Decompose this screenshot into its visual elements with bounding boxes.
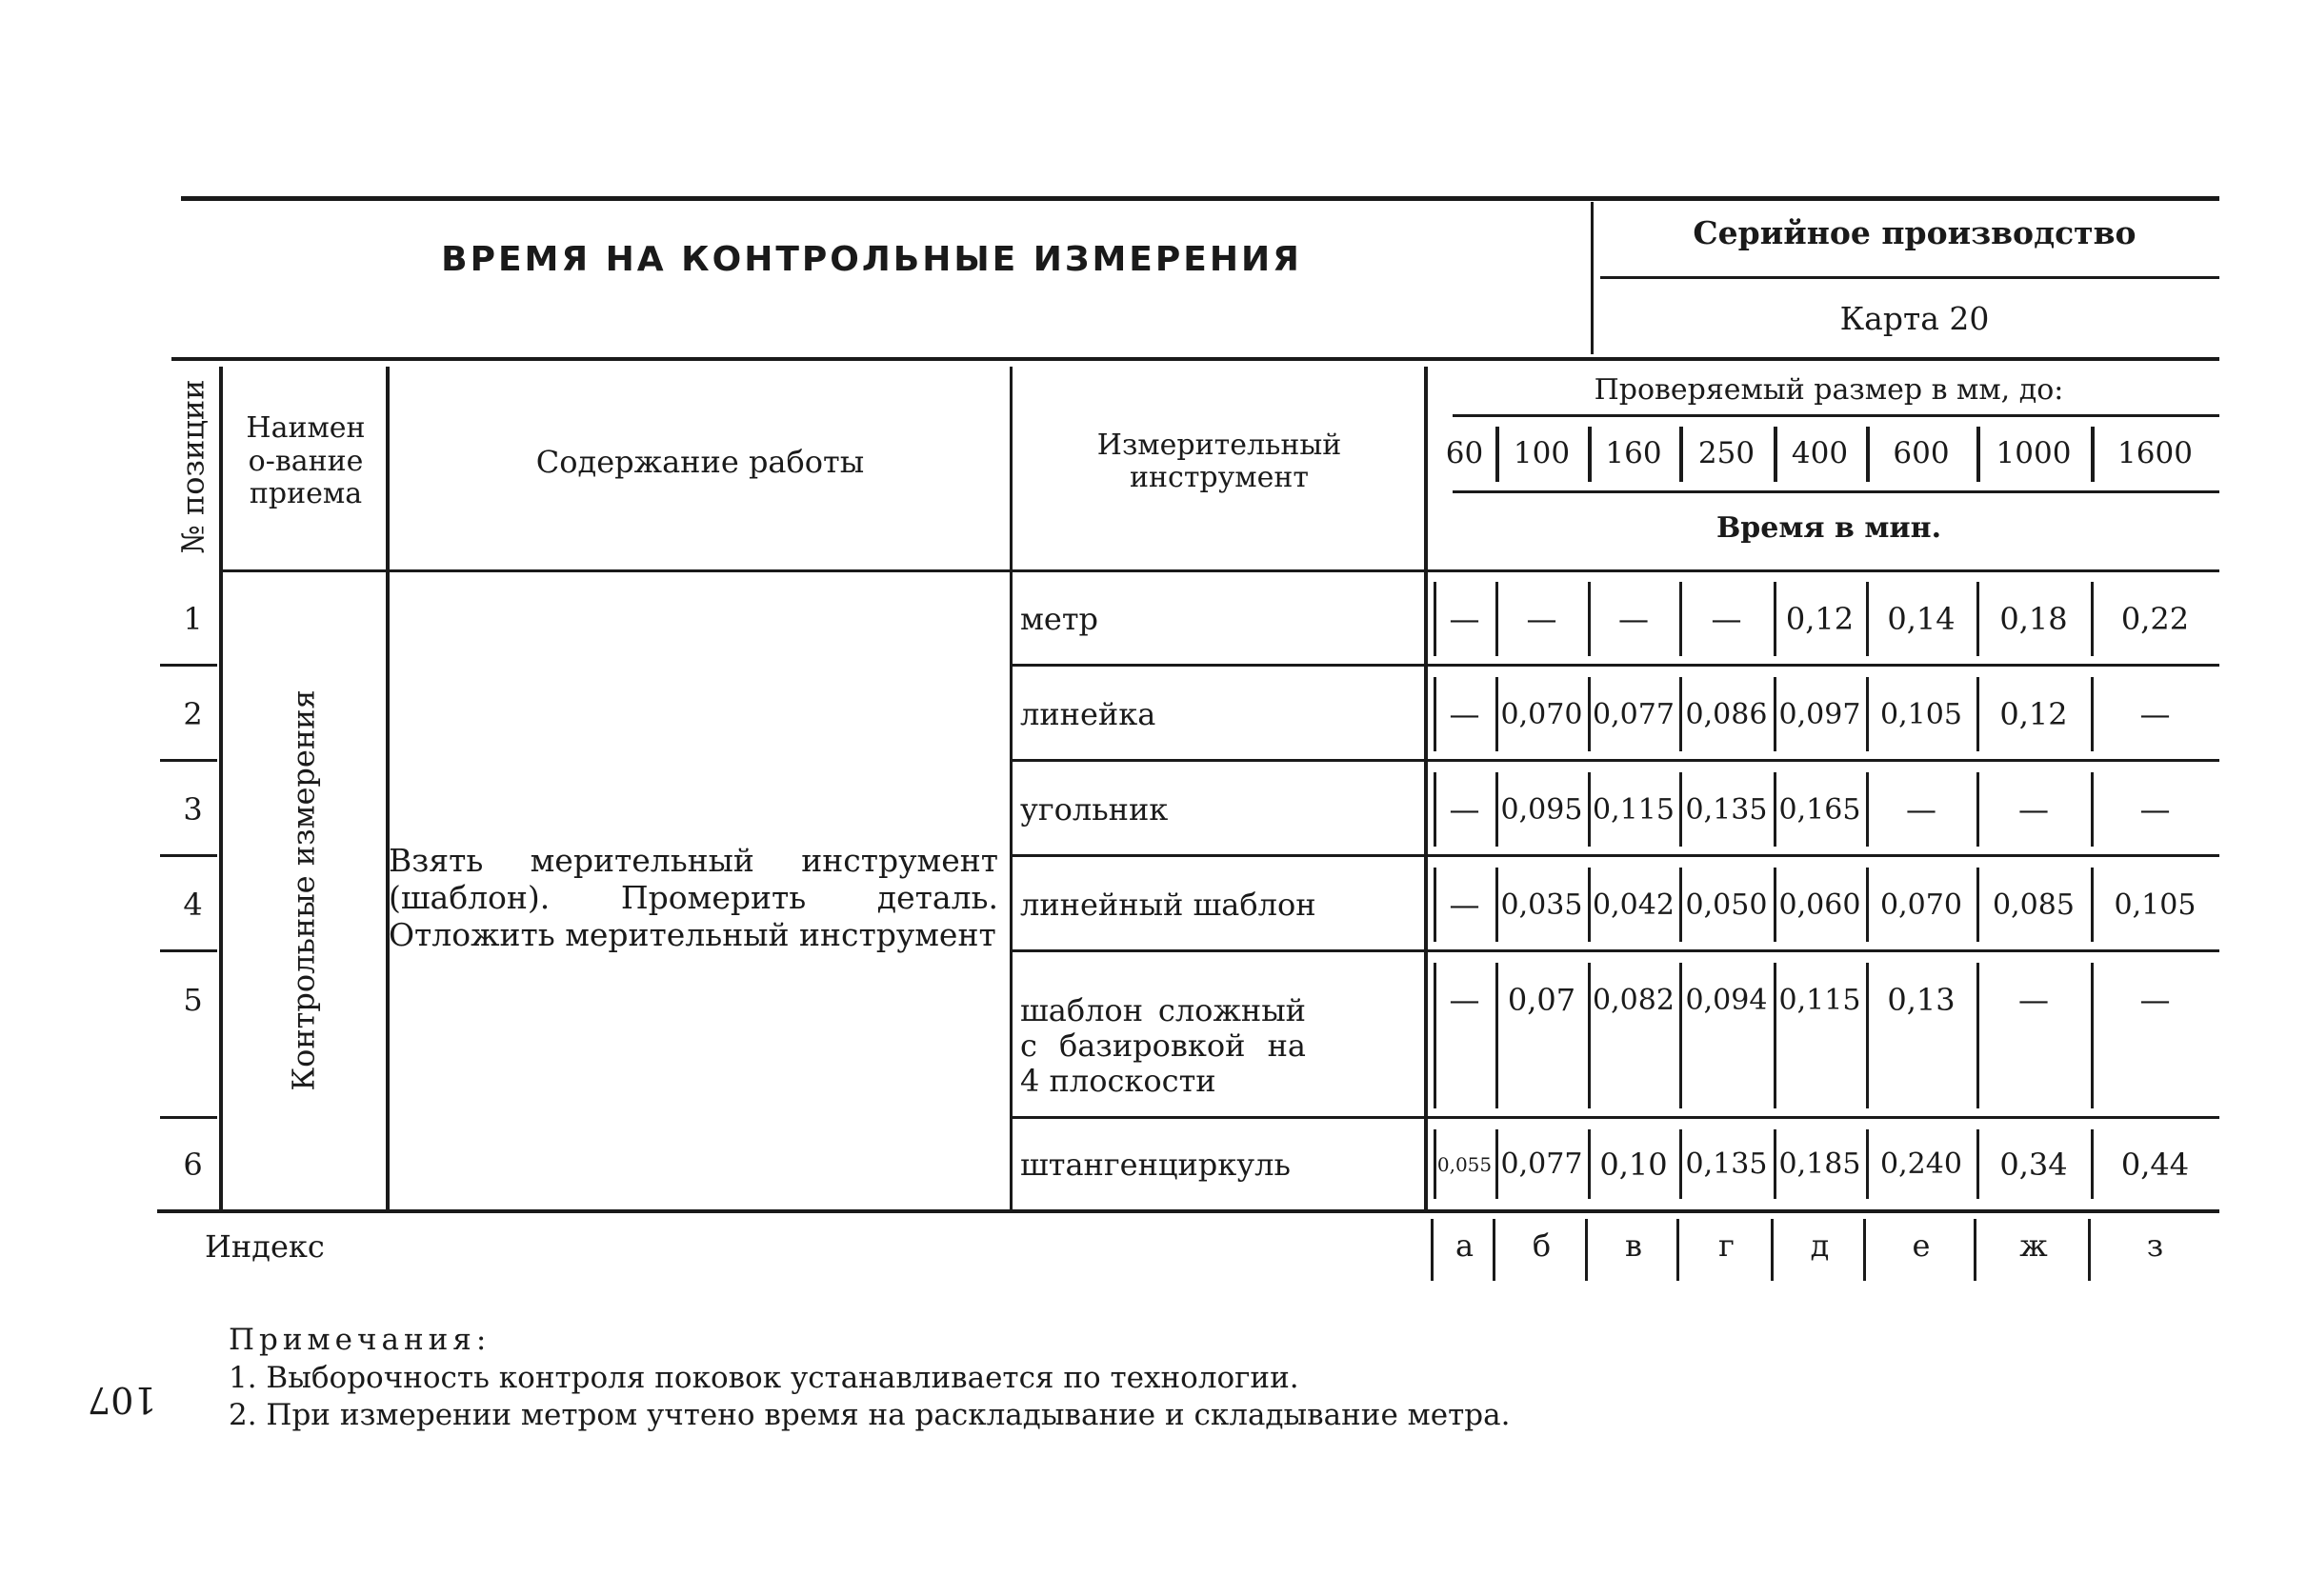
size-header-divider [1774, 427, 1777, 482]
time-value: 0,042 [1593, 888, 1675, 922]
page-title: ВРЕМЯ НА КОНТРОЛЬНЫЕ ИЗМЕРЕНИЯ [441, 240, 1302, 279]
time-value: 0,12 [1999, 696, 2068, 732]
row-separator [160, 759, 217, 762]
time-value: 0,097 [1778, 697, 1861, 731]
time-value: — [1618, 601, 1649, 637]
size-header-250: 250 [1697, 436, 1755, 470]
index-value: б [1532, 1227, 1552, 1264]
cell-divider [1434, 677, 1436, 751]
row-separator [1013, 664, 2219, 667]
row-number: 5 [183, 982, 203, 1018]
cell-divider [2091, 963, 2094, 1108]
row-separator [1013, 759, 2219, 762]
index-value: в [1624, 1227, 1642, 1264]
time-unit-header: Время в мин. [1715, 510, 1942, 545]
instrument-name: штангенциркуль [1020, 1146, 1291, 1183]
position-column-header: № позиции [174, 379, 211, 554]
size-header-divider [1495, 427, 1499, 482]
row-number: 6 [183, 1146, 203, 1183]
time-value: — [2139, 982, 2171, 1018]
note-2: 2. При измерении метром учтено время на раскладывание и складывание метра. [229, 1398, 1511, 1433]
work-content: Взять мерительный инструмент (шаблон). Промерить деталь. Отложить мерительный инструмент [389, 842, 998, 953]
index-divider [1771, 1219, 1774, 1281]
size-header-400: 400 [1791, 436, 1849, 470]
time-value: 0,44 [2120, 1146, 2190, 1183]
content-column-header: Содержание работы [535, 443, 865, 480]
index-divider [2088, 1219, 2091, 1281]
cell-divider [1976, 1129, 1979, 1199]
cell-divider [1588, 1129, 1591, 1199]
production-type: Серийное производство [1693, 214, 2136, 251]
time-value: 0,07 [1507, 982, 1576, 1018]
cell-divider [1679, 582, 1682, 656]
cell-divider [1976, 582, 1979, 656]
cell-divider [1774, 868, 1776, 942]
index-value: г [1718, 1227, 1735, 1264]
size-header-rule [1453, 414, 2219, 417]
size-header-160: 160 [1605, 436, 1662, 470]
time-value: 0,14 [1887, 601, 1956, 637]
title-divider [1591, 202, 1594, 354]
time-value: 0,34 [1999, 1146, 2068, 1183]
time-value: 0,105 [1880, 697, 1962, 731]
cell-divider [2091, 772, 2094, 847]
instrument-name: линейка [1020, 696, 1156, 732]
cell-divider [1495, 772, 1498, 847]
note-1: 1. Выборочность контроля поковок устанавливается по технологии. [229, 1360, 1299, 1395]
index-divider [1431, 1219, 1434, 1281]
size-header-1000: 1000 [1996, 436, 2072, 470]
time-value: 0,165 [1778, 792, 1861, 827]
time-value: — [1449, 791, 1480, 828]
cell-divider [2091, 1129, 2094, 1199]
cell-divider [1588, 963, 1591, 1108]
time-value: 0,055 [1436, 1152, 1493, 1176]
row-number: 4 [183, 887, 203, 923]
cell-divider [1866, 772, 1869, 847]
time-value: 0,13 [1887, 982, 1956, 1018]
time-value: — [1711, 601, 1742, 637]
cell-divider [1679, 677, 1682, 751]
col-line-1 [219, 367, 223, 1209]
index-value: з [2146, 1227, 2164, 1264]
cell-divider [1495, 963, 1498, 1108]
notes [229, 1322, 1510, 1435]
name-column-header: Наимено-вание приема [246, 411, 366, 511]
time-value: 0,115 [1778, 983, 1861, 1017]
time-value: 0,060 [1778, 888, 1861, 922]
size-header-divider [1866, 427, 1870, 482]
size-header-divider [1588, 427, 1592, 482]
time-value: — [1526, 601, 1557, 637]
row-number: 1 [183, 601, 203, 637]
cell-divider [1434, 582, 1436, 656]
time-value: 0,12 [1785, 601, 1855, 637]
cell-divider [1866, 963, 1869, 1108]
index-value: ж [2019, 1227, 2048, 1264]
time-value: 0,077 [1593, 697, 1675, 731]
size-header-600: 600 [1893, 436, 1950, 470]
index-divider [1493, 1219, 1495, 1281]
time-value: 0,10 [1599, 1146, 1668, 1183]
instrument-column-header: Измерительный инструмент [1096, 428, 1342, 494]
block-name: Контрольные измерения [285, 689, 322, 1091]
header-bottom-rule [219, 569, 2219, 572]
notes-title: Примечания: [229, 1323, 491, 1357]
cell-divider [1976, 963, 1979, 1108]
size-header-divider [2091, 427, 2095, 482]
instrument-name: шаблон сложный с базировкой на 4 плоскости [1020, 992, 1306, 1099]
index-divider [1676, 1219, 1679, 1281]
time-value: 0,070 [1500, 697, 1583, 731]
time-value: — [1906, 791, 1936, 828]
row-separator [1013, 1116, 2219, 1119]
time-value: 0,050 [1685, 888, 1768, 922]
size-header-1600: 1600 [2117, 436, 2193, 470]
time-value: — [2018, 982, 2049, 1018]
cell-divider [1495, 1129, 1498, 1199]
table-bottom-rule [157, 1209, 2219, 1213]
cell-divider [1588, 772, 1591, 847]
size-header-60: 60 [1445, 436, 1484, 470]
instrument-name: линейный шаблон [1020, 887, 1316, 923]
time-value: — [1449, 601, 1480, 637]
size-values-rule [1453, 490, 2219, 493]
cell-divider [1434, 1129, 1436, 1199]
cell-divider [1866, 1129, 1869, 1199]
cell-divider [1588, 868, 1591, 942]
cell-divider [1866, 868, 1869, 942]
time-value: — [1449, 696, 1480, 732]
row-separator [160, 854, 217, 857]
time-value: — [2139, 791, 2171, 828]
cell-divider [1866, 677, 1869, 751]
time-value: 0,094 [1685, 983, 1768, 1017]
page-number: 107 [88, 1379, 157, 1421]
cell-divider [1976, 868, 1979, 942]
cell-divider [1976, 677, 1979, 751]
index-label: Индекс [205, 1228, 325, 1265]
time-value: 0,18 [1999, 601, 2068, 637]
cell-divider [1588, 677, 1591, 751]
size-group-header: Проверяемый размер в мм, до: [1594, 372, 2064, 407]
time-value: 0,22 [2120, 601, 2190, 637]
col-line-2 [386, 367, 390, 1209]
time-value: — [1449, 982, 1480, 1018]
index-value: а [1454, 1227, 1474, 1264]
time-value: 0,135 [1685, 792, 1768, 827]
instrument-name: метр [1020, 601, 1099, 637]
time-value: — [1449, 887, 1480, 923]
card-number: Карта 20 [1839, 300, 1990, 337]
row-separator [160, 949, 217, 952]
time-value: 0,035 [1500, 888, 1583, 922]
row-separator [1013, 949, 2219, 952]
row-number: 2 [183, 696, 203, 732]
cell-divider [1774, 963, 1776, 1108]
cell-divider [1774, 582, 1776, 656]
size-header-100: 100 [1513, 436, 1571, 470]
row-separator [1013, 854, 2219, 857]
index-value: д [1810, 1227, 1830, 1264]
time-value: 0,240 [1880, 1147, 1962, 1181]
top-rule [181, 196, 2219, 201]
size-header-divider [1976, 427, 1980, 482]
cell-divider [1495, 868, 1498, 942]
index-divider [1585, 1219, 1588, 1281]
time-value: 0,115 [1593, 792, 1675, 827]
time-value: 0,077 [1500, 1147, 1583, 1181]
row-number: 3 [183, 791, 203, 828]
cell-divider [1774, 772, 1776, 847]
size-header-divider [1679, 427, 1683, 482]
header-rule [171, 357, 2219, 361]
instrument-name: угольник [1020, 791, 1169, 828]
cell-divider [1434, 963, 1436, 1108]
cell-divider [1679, 1129, 1682, 1199]
index-value: е [1912, 1227, 1931, 1264]
time-value: 0,070 [1880, 888, 1962, 922]
cell-divider [1774, 677, 1776, 751]
time-value: 0,082 [1593, 983, 1675, 1017]
cell-divider [2091, 868, 2094, 942]
cell-divider [1866, 582, 1869, 656]
cell-divider [1679, 772, 1682, 847]
cell-divider [1976, 772, 1979, 847]
cell-divider [1774, 1129, 1776, 1199]
time-value: 0,086 [1685, 697, 1768, 731]
cell-divider [2091, 582, 2094, 656]
cell-divider [1679, 963, 1682, 1108]
time-value: 0,185 [1778, 1147, 1861, 1181]
cell-divider [1679, 868, 1682, 942]
cell-divider [1434, 868, 1436, 942]
row-separator [160, 664, 217, 667]
time-value: — [2018, 791, 2049, 828]
cell-divider [1588, 582, 1591, 656]
time-value: 0,135 [1685, 1147, 1768, 1181]
cell-divider [1495, 582, 1498, 656]
time-value: 0,095 [1500, 792, 1583, 827]
cell-divider [2091, 677, 2094, 751]
cell-divider [1495, 677, 1498, 751]
time-value: 0,105 [2114, 888, 2197, 922]
time-value: 0,085 [1993, 888, 2075, 922]
production-rule [1600, 276, 2219, 279]
row-separator [160, 1116, 217, 1119]
index-divider [1974, 1219, 1976, 1281]
cell-divider [1434, 772, 1436, 847]
time-value: — [2139, 696, 2171, 732]
index-divider [1863, 1219, 1866, 1281]
